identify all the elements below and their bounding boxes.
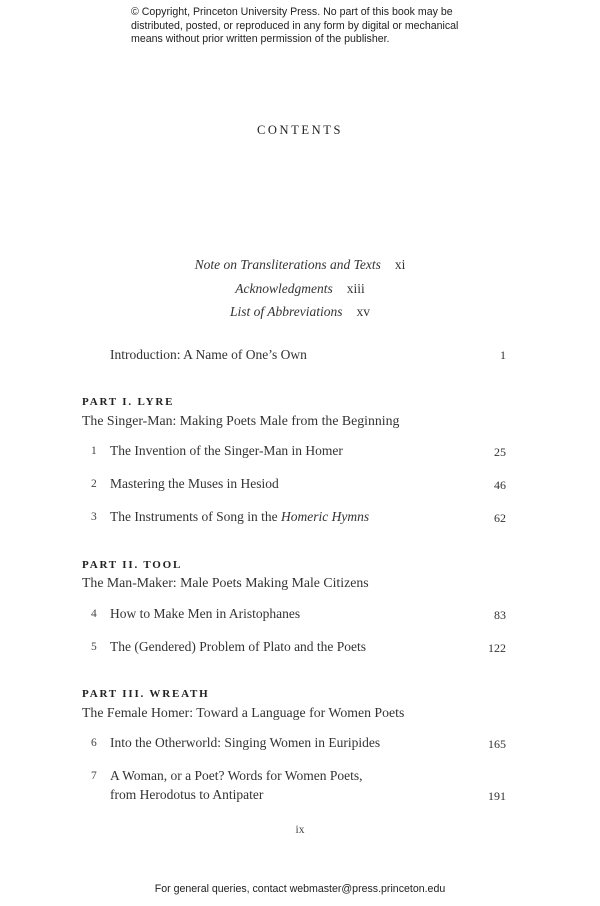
part-title: The Female Homer: Toward a Language for Women Poets [82,705,405,720]
chapter-page: 165 [488,737,506,751]
front-matter-entry[interactable] [0,281,600,297]
chapter-title: Mastering the Muses in Hesiod [110,476,279,491]
chapter-title-italic: Homeric Hymns [280,509,370,524]
chapter-number: 2 [91,478,97,490]
copyright-notice [131,6,491,47]
chapter-title-plain: The Instruments of Song in the [110,509,281,524]
chapter-page: 122 [488,641,506,655]
front-matter-entry[interactable] [0,304,600,320]
chapter-page: 46 [494,478,506,492]
copyright-line-2: distributed, posted, or reproduced in any form by digital or mechanical [131,19,459,32]
chapter-title: The Invention of the Singer-Man in Homer [110,443,343,458]
part-label: PART II. TOOL [82,559,183,571]
front-matter-title: Note on Transliterations and Texts [194,257,381,272]
chapter-number: 4 [91,608,97,620]
chapter-title-line-2: from Herodotus to Antipater [110,787,264,802]
chapter-page: 191 [488,789,506,803]
introduction-page: 1 [500,348,506,362]
chapter-title: Into the Otherworld: Singing Women in Euripides [110,735,381,750]
chapter-page: 83 [494,608,506,622]
page-folio: ix [295,824,305,836]
chapter-title: The (Gendered) Problem of Plato and the Poets [110,639,367,654]
front-matter-page: xv [356,304,370,319]
chapter-number: 5 [91,641,97,653]
front-matter-title: Acknowledgments [235,281,333,296]
chapter-number: 1 [91,445,97,457]
introduction-title: Introduction: A Name of One’s Own [110,347,307,362]
front-matter-title: List of Abbreviations [229,304,343,319]
front-matter-page: xiii [346,281,365,296]
chapter-page: 62 [494,511,506,525]
chapter-number: 3 [91,511,97,523]
chapter-page: 25 [494,445,506,459]
chapter-title [110,509,369,525]
copyright-line-1: © Copyright, Princeton University Press. No part of this book may be [131,6,453,18]
chapter-number: 7 [91,770,97,782]
part-title: The Man-Maker: Male Poets Making Male Citizens [82,575,369,590]
copyright-line-3: means without prior written permission of the publisher. [131,33,390,45]
footer-contact: For general queries, contact webmaster@press.princeton.edu [154,883,446,895]
chapter-number: 6 [91,737,97,749]
contents-heading: CONTENTS [256,123,344,137]
part-title: The Singer-Man: Making Poets Male from the Beginning [82,413,400,428]
part-label: PART I. LYRE [82,396,175,408]
chapter-title: How to Make Men in Aristophanes [110,606,301,621]
front-matter-page: xi [394,257,406,272]
part-label: PART III. WREATH [82,688,210,700]
chapter-title-line-1: A Woman, or a Poet? Words for Women Poets, [110,768,363,783]
front-matter-entry[interactable] [0,257,600,273]
